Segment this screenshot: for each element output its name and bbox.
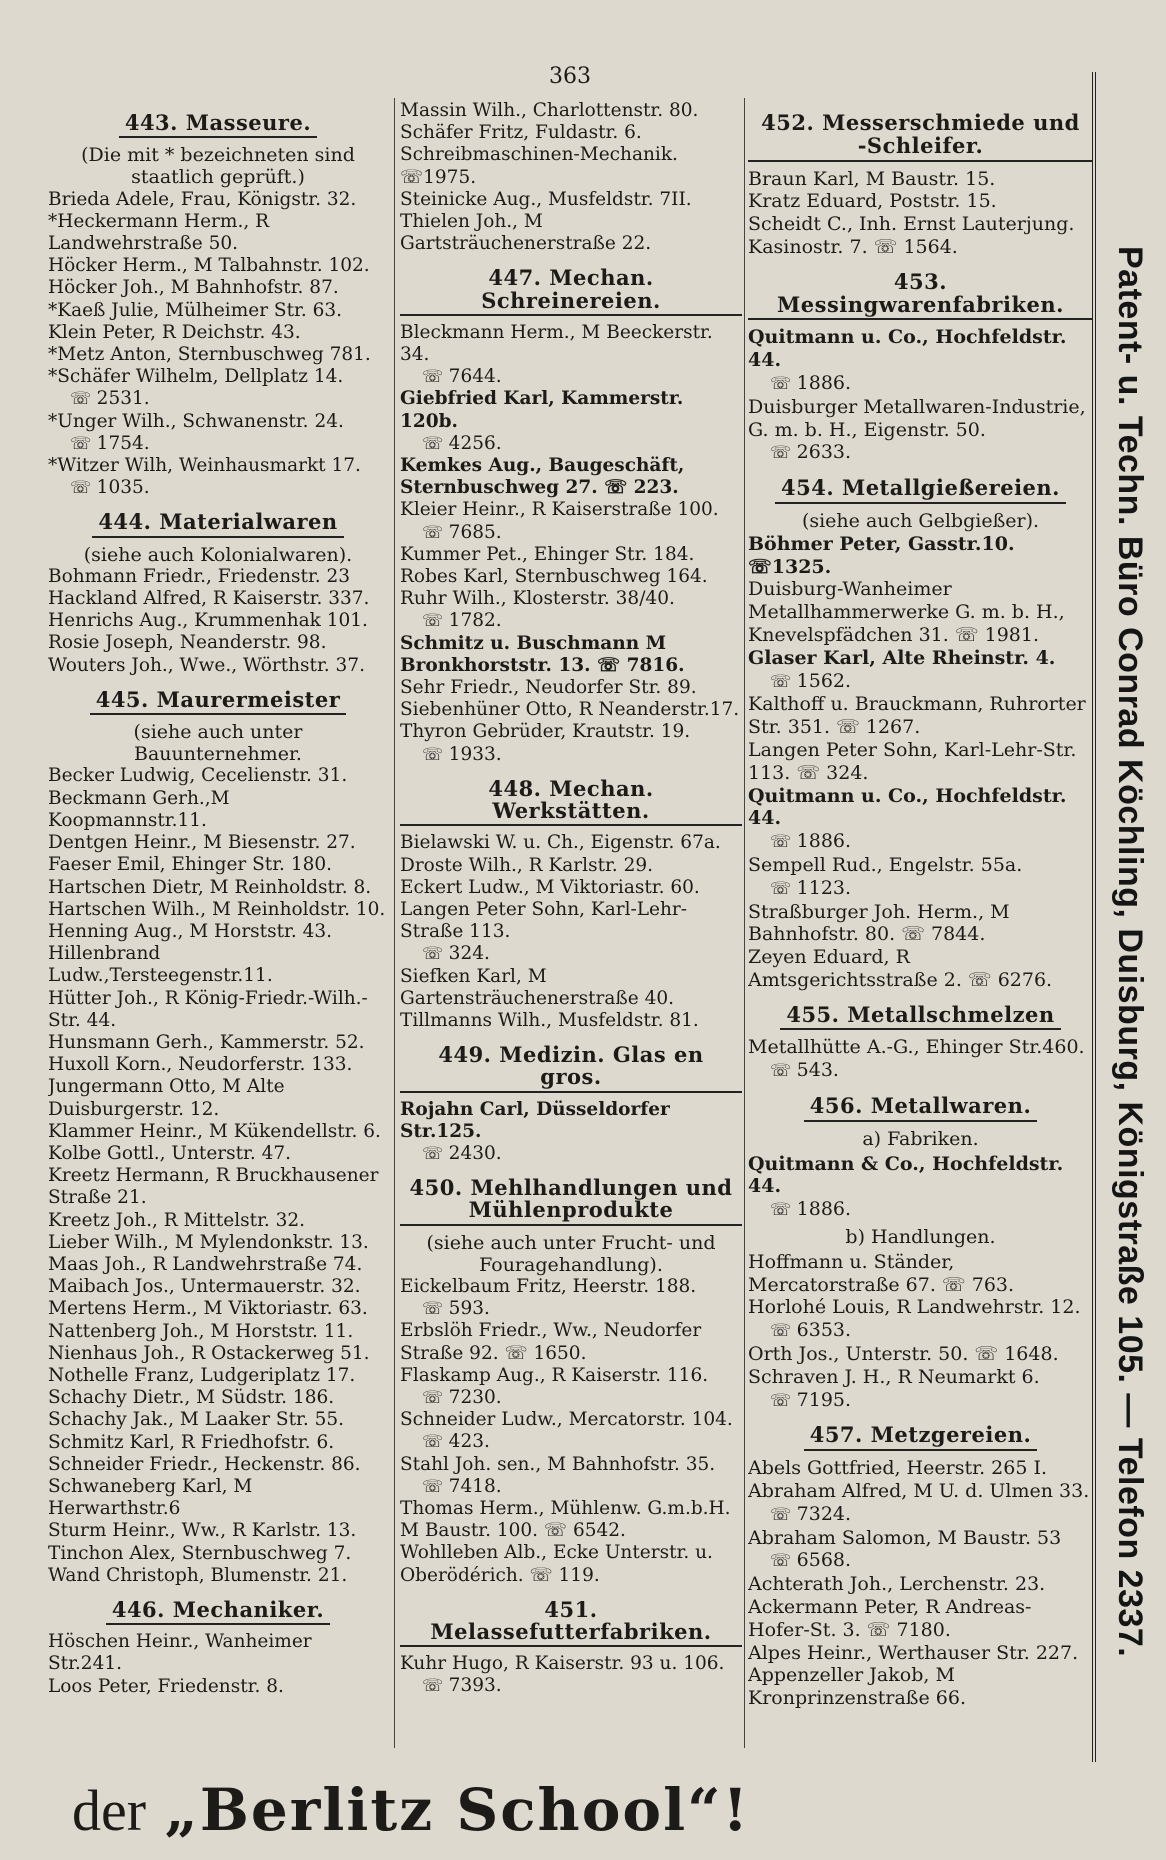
telephone-number: ☏ 423. — [400, 1431, 742, 1453]
column-divider-1 — [394, 98, 395, 1748]
directory-entry: Rosie Joseph, Neanderstr. 98. — [48, 632, 327, 654]
telephone-number: ☏ 1123. — [748, 877, 1093, 901]
telephone-number: ☏ 7418. — [400, 1476, 742, 1498]
section-heading — [400, 267, 742, 315]
telephone-number: ☏ 1035. — [48, 477, 388, 499]
directory-entry: Maas Joh., R Landwehrstraße 74. — [48, 1253, 363, 1275]
directory-entry: Hillenbrand Ludw.,Tersteegenstr.11. — [48, 943, 273, 987]
directory-entry: *Metz Anton, Sternbuschweg 781. — [48, 344, 371, 366]
directory-entry: Glaser Karl, Alte Rheinstr. 4. — [748, 646, 1056, 669]
telephone-number: ☏ 1886. — [748, 830, 1093, 854]
directory-entry: Droste Wilh., R Karlstr. 29. — [400, 854, 653, 876]
directory-entry: Thomas Herm., Mühlenw. G.m.b.H. — [400, 1497, 731, 1519]
directory-entry: Thyron Gebrüder, Krautstr. 19. — [400, 721, 691, 743]
directory-entry: Wand Christoph, Blumenstr. 21. — [48, 1564, 348, 1586]
directory-entry: Hunsmann Gerh., Kammerstr. 52. — [48, 1031, 365, 1053]
directory-entry: Alpes Heinr., Werthauser Str. 227. — [748, 1641, 1079, 1664]
telephone-number: ☏ 2633. — [748, 441, 1093, 465]
directory-entry: Nattenberg Joh., M Horststr. 11. — [48, 1320, 354, 1342]
sidebar-advertisement — [1092, 72, 1166, 1762]
telephone-number: ☏ 7324. — [748, 1503, 1093, 1527]
directory-entry: Henrichs Aug., Krummenhak 101. — [48, 610, 368, 632]
telephone-number: ☏ 1754. — [48, 433, 388, 455]
directory-entry: Abraham Alfred, M U. d. Ulmen 33. — [748, 1480, 1090, 1503]
section-heading — [400, 1044, 742, 1092]
directory-entry: Eickelbaum Fritz, Heerstr. 188. — [400, 1275, 697, 1297]
directory-entry: Quitmann u. Co., Hochfeldstr. 44. — [748, 326, 1067, 372]
section-heading — [400, 1596, 742, 1647]
column-1 — [48, 100, 388, 1698]
section-heading — [748, 1001, 1093, 1031]
telephone-number: ☏ 2531. — [48, 388, 388, 410]
directory-entry: Hackland Alfred, R Kaiserstr. 337. — [48, 588, 370, 610]
directory-entry: Hartschen Dietr, M Reinholdstr. 8. — [48, 876, 372, 898]
section-title: 452. Messerschmiede und -Schleifer. — [748, 112, 1093, 162]
directory-entry: *Kaeß Julie, Mülheimer Str. 63. — [48, 299, 343, 321]
directory-entry: Bleckmann Herm., M Beeckerstr. 34. — [400, 321, 713, 366]
section-title: 446. Mechaniker. — [106, 1599, 330, 1625]
directory-entry: Jungermann Otto, M Alte Duisburgerstr. 12. — [48, 1076, 285, 1120]
directory-entry: Duisburger Metallwaren-Industrie, G. m. b. H., Eigenstr. 50. — [748, 395, 1086, 441]
directory-entry: Kasinostr. 7. ☏ 1564. — [748, 235, 958, 258]
directory-entry: Robes Karl, Sternbuschweg 164. — [400, 566, 708, 588]
directory-entry: Bohmann Friedr., Friedenstr. 23 — [48, 565, 351, 587]
directory-entry: Metallhütte A.-G., Ehinger Str.460. — [748, 1036, 1085, 1059]
directory-entry: Abels Gottfried, Heerstr. 265 I. — [748, 1457, 1048, 1480]
directory-entry: Straßburger Joh. Herm., M Bahnhofstr. 80. ☏ 7844. — [748, 900, 1010, 946]
directory-entry: Mertens Herm., M Viktoriastr. 63. — [48, 1298, 368, 1320]
directory-entry: Loos Peter, Friedenstr. 8. — [48, 1675, 284, 1697]
section-heading — [748, 268, 1093, 321]
directory-entry: Wouters Joh., Wwe., Wörthstr. 37. — [48, 654, 365, 676]
directory-entry: M Baustr. 100. ☏ 6542. — [400, 1520, 626, 1542]
directory-entry: Kolbe Gottl., Unterstr. 47. — [48, 1142, 292, 1164]
directory-entry: Schneider Ludw., Mercatorstr. 104. — [400, 1409, 733, 1431]
directory-entry: Sturm Heinr., Ww., R Karlstr. 13. — [48, 1520, 357, 1542]
telephone-number: ☏ 324. — [400, 943, 742, 965]
directory-entry: Horlohé Louis, R Landwehrstr. 12. — [748, 1296, 1081, 1319]
section-heading — [48, 511, 388, 537]
telephone-number: ☏ 4256. — [400, 433, 742, 455]
directory-entry: Faeser Emil, Ehinger Str. 180. — [48, 854, 333, 876]
section-heading — [748, 1095, 1093, 1122]
directory-entry: Giebfried Karl, Kammerstr. 120b. — [400, 388, 684, 432]
section-note: (siehe auch Gelbgießer). — [801, 509, 1040, 532]
section-title: 447. Mechan. Schreinereien. — [400, 267, 742, 315]
telephone-number: ☏ 1933. — [400, 744, 742, 766]
directory-entry: Bielawski W. u. Ch., Eigenstr. 67a. — [400, 832, 721, 854]
section-note: (siehe auch unter Bauunternehmer. — [133, 721, 303, 766]
footer-brand: „Berlitz School“! — [164, 1776, 750, 1844]
directory-entry: Höschen Heinr., Wanheimer Str.241. — [48, 1631, 312, 1675]
directory-entry: Tinchon Alex, Sternbuschweg 7. — [48, 1542, 352, 1564]
directory-entry: *Witzer Wilh, Weinhausmarkt 17. — [48, 455, 361, 477]
telephone-number: ☏ 7230. — [400, 1387, 742, 1409]
telephone-number: ☏ 2430. — [400, 1143, 742, 1165]
section-title: 444. Materialwaren — [92, 511, 343, 537]
column-divider-2 — [744, 98, 745, 1748]
section-heading — [400, 1177, 742, 1225]
directory-entry: Langen Peter Sohn, Karl-Lehr-Str. 113. ☏ 324. — [748, 738, 1077, 784]
telephone-number: ☏ 6353. — [748, 1319, 1093, 1343]
directory-entry: Abraham Salomon, M Baustr. 53 — [748, 1526, 1062, 1549]
directory-entry: Schachy Dietr., M Südstr. 186. — [48, 1387, 335, 1409]
directory-entry: Sempell Rud., Engelstr. 55a. — [748, 853, 1023, 876]
section-heading — [748, 112, 1093, 162]
directory-entry: Huxoll Korn., Neudorferstr. 133. — [48, 1054, 353, 1076]
directory-entry: Siebenhüner Otto, R Neanderstr.17. — [400, 699, 740, 721]
section-title: 457. Metzgereien. — [804, 1424, 1038, 1451]
directory-entry: Becker Ludwig, Cecelienstr. 31. — [48, 765, 348, 787]
directory-entry: Langen Peter Sohn, Karl-Lehr-Straße 113. — [400, 898, 687, 943]
sidebar-text: Patent- u. Techn. Büro Conrad Köchling, Duisburg, Königstraße 105. — Telefon 2337. — [1111, 246, 1149, 1658]
directory-entry: Kemkes Aug., Baugeschäft, Sternbuschweg 27. ☏ 223. — [400, 455, 685, 499]
page-number: 363 — [549, 64, 591, 89]
directory-entry: Thielen Joh., M Gartsträuchenerstraße 22. — [400, 211, 652, 255]
directory-entry: Hütter Joh., R König-Friedr.-Wilh.-Str. 44. — [48, 987, 368, 1031]
directory-entry: Ackermann Peter, R Andreas-Hofer-St. 3. ☏ 7180. — [748, 1596, 1032, 1641]
telephone-number: ☏ 7644. — [400, 366, 742, 388]
directory-entry: Klammer Heinr., M Kükendellstr. 6. — [48, 1120, 381, 1142]
section-title: 445. Maurermeister — [90, 689, 347, 715]
directory-entry: Braun Karl, M Baustr. 15. — [748, 167, 996, 190]
directory-entry: Schmitz u. Buschmann M Bronkhorststr. 13. ☏ 7816. — [400, 632, 685, 676]
directory-entry: Kreetz Hermann, R Bruckhausener Straße 21. — [48, 1165, 379, 1209]
directory-entry: *Unger Wilh., Schwanenstr. 24. — [48, 410, 344, 432]
directory-entry: Kalthoff u. Brauckmann, Ruhrorter Str. 351. ☏ 1267. — [748, 693, 1086, 739]
section-heading — [48, 1599, 388, 1625]
directory-entry: Schachy Jak., M Laaker Str. 55. — [48, 1409, 345, 1431]
directory-entry: Scheidt C., Inh. Ernst Lauterjung. — [748, 213, 1075, 236]
telephone-number: ☏ 7393. — [400, 1675, 742, 1697]
directory-entry: Lieber Wilh., M Mylendonkstr. 13. — [48, 1231, 369, 1253]
directory-entry: Rojahn Carl, Düsseldorfer Str.125. — [400, 1098, 670, 1142]
directory-entry: Flaskamp Aug., R Kaiserstr. 116. — [400, 1364, 709, 1386]
footer-advertisement — [72, 1770, 1072, 1850]
section-title: 451. Melassefutterfabriken. — [400, 1599, 742, 1647]
directory-entry: Schwaneberg Karl, M Herwarthstr.6 — [48, 1475, 253, 1520]
directory-entry: Appenzeller Jakob, M Kronprinzenstraße 66. — [748, 1664, 966, 1710]
directory-entry: Nothelle Franz, Ludgeriplatz 17. — [48, 1364, 356, 1386]
directory-entry: Kuhr Hugo, R Kaiserstr. 93 u. 106. — [400, 1653, 725, 1675]
directory-entry: Hartschen Wilh., M Reinholdstr. 10. — [48, 898, 386, 920]
directory-entry: Höcker Herm., M Talbahnstr. 102. — [48, 255, 370, 277]
directory-entry: Siefken Karl, M Gartensträuchenerstraße 40. — [400, 965, 675, 1009]
section-heading — [48, 112, 388, 138]
telephone-number: ☏ 593. — [400, 1298, 742, 1320]
column-2 — [400, 100, 742, 1698]
directory-entry: Beckmann Gerh.,M Koopmannstr.11. — [48, 787, 230, 831]
directory-entry: Brieda Adele, Frau, Königstr. 32. — [48, 188, 357, 210]
section-note: (siehe auch Kolonialwaren). — [83, 543, 353, 566]
directory-entry: Kleier Heinr., R Kaiserstraße 100. — [400, 499, 719, 521]
telephone-number: ☏ 7685. — [400, 522, 742, 544]
footer-lead: der — [72, 1778, 147, 1843]
directory-entry: Schraven J. H., R Neumarkt 6. — [748, 1365, 1040, 1388]
directory-entry: Nienhaus Joh., R Ostackerweg 51. — [48, 1342, 370, 1364]
directory-entry: *Schäfer Wilhelm, Dellplatz 14. — [48, 366, 344, 388]
directory-entry: Kratz Eduard, Poststr. 15. — [748, 190, 997, 213]
section-note: (Die mit * bezeichneten sind staatlich geprüft.) — [81, 144, 355, 189]
directory-entry: Höcker Joh., M Bahnhofstr. 87. — [48, 277, 339, 299]
directory-entry: Dentgen Heinr., M Biesenstr. 27. — [48, 832, 356, 854]
section-heading — [400, 775, 742, 826]
telephone-number: ☏ 1782. — [400, 610, 742, 632]
directory-entry: Tillmanns Wilh., Musfeldstr. 81. — [400, 1009, 699, 1031]
directory-entry: Erbslöh Friedr., Ww., Neudorfer Straße 92. ☏ 1650. — [400, 1320, 702, 1364]
section-title: 455. Metallschmelzen — [780, 1004, 1060, 1031]
section-heading — [48, 686, 388, 715]
directory-entry: Schäfer Fritz, Fuldastr. 6. Schreibmaschinen-Mechanik. ☏1975. — [400, 122, 678, 188]
directory-entry: Henning Aug., M Horststr. 43. — [48, 920, 333, 942]
section-title: 443. Masseure. — [119, 112, 317, 138]
directory-entry: Ruhr Wilh., Klosterstr. 38/40. — [400, 588, 675, 610]
directory-entry: Sehr Friedr., Neudorfer Str. 89. — [400, 677, 697, 699]
column-3 — [748, 100, 1093, 1710]
section-title: 453. Messingwarenfabriken. — [748, 271, 1093, 321]
directory-entry: Zeyen Eduard, R Amtsgerichtsstraße 2. ☏ 6276. — [748, 946, 1053, 991]
directory-entry: Hoffmann u. Ständer, Mercatorstraße 67. ☏ 763. — [748, 1250, 1015, 1296]
section-title: 448. Mechan. Werkstätten. — [400, 778, 742, 826]
telephone-number: ☏ 543. — [748, 1059, 1093, 1083]
directory-entry: *Heckermann Herm., R Landwehrstraße 50. — [48, 210, 270, 255]
directory-entry: Schneider Friedr., Heckenstr. 86. — [48, 1453, 361, 1475]
section-title: 454. Metallgießereien. — [775, 477, 1066, 504]
directory-entry: Quitmann & Co., Hochfeldstr. 44. — [748, 1152, 1064, 1198]
telephone-number: ☏ 1886. — [748, 372, 1093, 396]
directory-entry: Massin Wilh., Charlottenstr. 80. — [400, 100, 699, 121]
telephone-number: ☏ 7195. — [748, 1389, 1093, 1413]
directory-entry: Wohlleben Alb., Ecke Unterstr. u. Oberödérich. ☏ 119. — [400, 1542, 713, 1586]
directory-entry: Klein Peter, R Deichstr. 43. — [48, 321, 301, 343]
directory-entry: Orth Jos., Unterstr. 50. ☏ 1648. — [748, 1343, 1059, 1366]
directory-entry: Duisburg-Wanheimer Metallhammerwerke G. m. b. H., Knevelspfädchen 31. ☏ 1981. — [748, 578, 1065, 646]
directory-entry: Maibach Jos., Untermauerstr. 32. — [48, 1276, 361, 1298]
section-heading — [748, 477, 1093, 504]
subsection-heading: b) Handlungen. — [845, 1226, 996, 1249]
directory-entry: Stahl Joh. sen., M Bahnhofstr. 35. — [400, 1453, 716, 1475]
directory-entry: Kummer Pet., Ehinger Str. 184. — [400, 543, 695, 565]
section-note: (siehe auch unter Frucht- und Fouragehandlung). — [426, 1231, 716, 1276]
directory-entry: Kreetz Joh., R Mittelstr. 32. — [48, 1209, 306, 1231]
section-heading — [748, 1424, 1093, 1451]
telephone-number: ☏ 1562. — [748, 670, 1093, 694]
subsection-heading: a) Fabriken. — [862, 1127, 979, 1150]
directory-entry: Schmitz Karl, R Friedhofstr. 6. — [48, 1431, 335, 1453]
directory-entry: Quitmann u. Co., Hochfeldstr. 44. — [748, 784, 1067, 830]
section-title: 450. Mehlhandlungen und Mühlenprodukte — [400, 1177, 742, 1225]
directory-entry: Steinicke Aug., Musfeldstr. 7II. — [400, 188, 692, 210]
section-title: 456. Metallwaren. — [804, 1095, 1038, 1122]
directory-entry: Eckert Ludw., M Viktoriastr. 60. — [400, 876, 700, 898]
directory-entry: Achterath Joh., Lerchenstr. 23. — [748, 1573, 1046, 1596]
telephone-number: ☏ 6568. — [748, 1549, 1093, 1573]
section-title: 449. Medizin. Glas en gros. — [400, 1044, 742, 1092]
directory-entry: Böhmer Peter, Gasstr.10. ☏1325. — [748, 532, 1015, 578]
telephone-number: ☏ 1886. — [748, 1198, 1093, 1222]
